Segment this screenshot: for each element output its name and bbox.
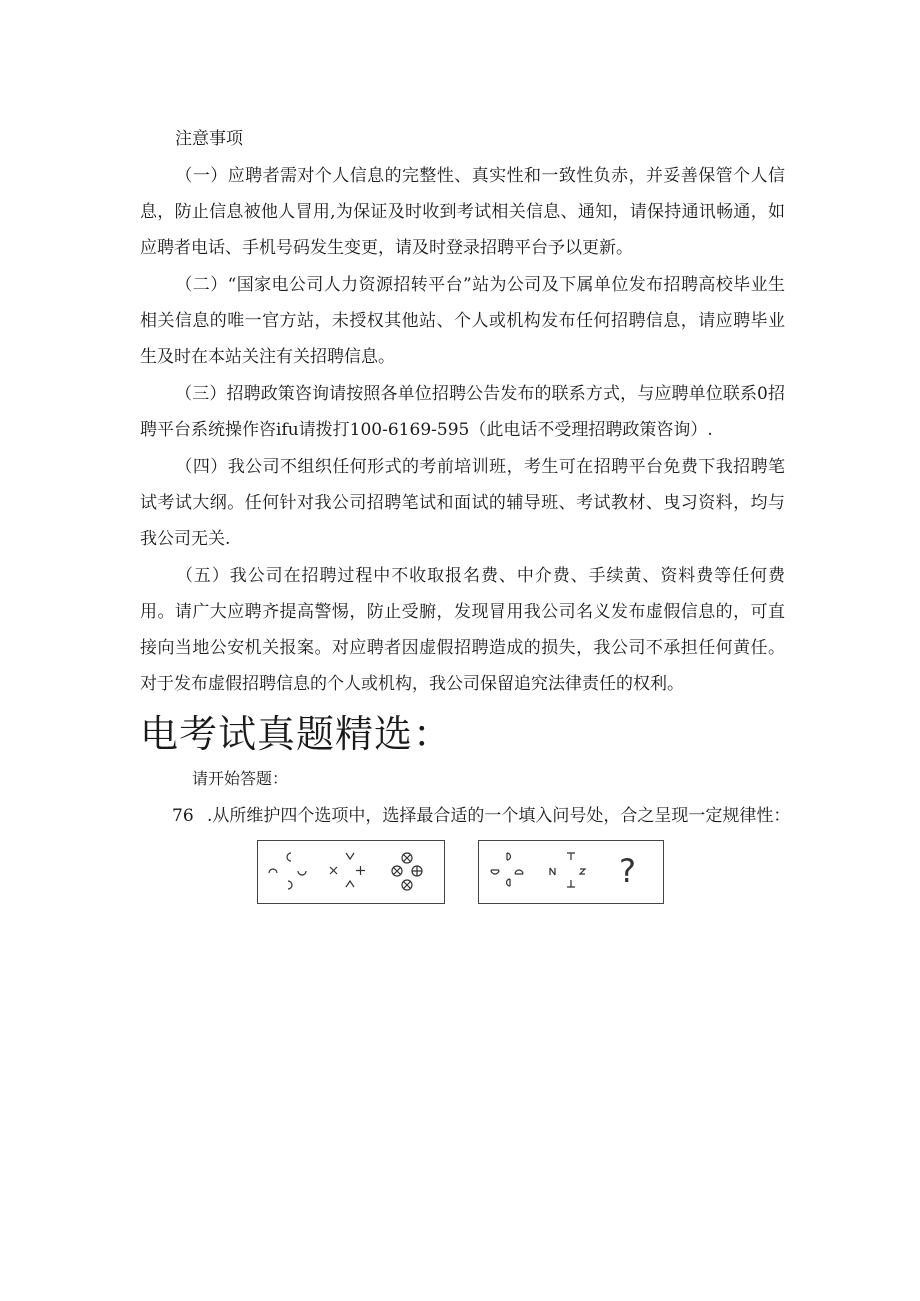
- notice-item-4: [140, 449, 785, 557]
- start-answer-label: 请开始答题：: [192, 769, 289, 788]
- notice-item-3-text: （三）招聘政策咨询请按照各单位招聘公告发布的联系方式，与应聘单位联系0招聘平台系统操作咨ifu请拨打100-6169-595（此电话不受理招聘政策咨询）.: [140, 384, 785, 440]
- notice-item-1-text: （一）应聘者需对个人信息的完整性、真实性和一致性负赤，并妥善保管个人信息，防止信息被他人冒用,为保证及时收到考试相关信息、通知，请保持通讯畅通，如应聘者电话、手机号码发生变更，请及时登录招聘平台予以更新。: [140, 166, 785, 258]
- notice-title: 注意事项: [175, 129, 243, 149]
- question-number: 76: [172, 806, 194, 826]
- question-figure-given: [257, 840, 445, 904]
- d-top-shape: [507, 853, 511, 860]
- inverted-t-bottom-shape: [567, 880, 575, 887]
- notice-item-1: [140, 158, 785, 266]
- half-circle-right-shape: [515, 870, 523, 874]
- question-figure-pattern: [478, 840, 664, 904]
- question-text: .从所维护四个选项中，选择最合适的一个填入问号处，合之呈现一定规律性：: [207, 806, 791, 826]
- plus-right-shape: [356, 866, 365, 875]
- caret-bottom-shape: [346, 881, 354, 887]
- notice-item-2-text: （二）“国家电公司人力资源招转平台”站为公司及下属单位发布招聘高校毕业生相关信息的唯一官方站，未授权其他站、个人或机构发布任何招聘信息，请应聘毕业生及时在本站关注有关招聘信息。: [140, 275, 785, 367]
- figure-sequence-shapes: [258, 841, 444, 903]
- notice-item-5-text: （五）我公司在招聘过程中不收取报名费、中介费、手续黄、资料费等任何费用。请广大应聘齐提高警惕，防止受腑，发现冒用我公司名义发布虚假信息的，可直接向当地公安机关报案。对应聘者因虚假招聘造成的损失，我公司不承担任何黄任。对于发布虚假招聘信息的个人或机构，我公司保留追究法律责任的权利。: [140, 566, 785, 694]
- unknown-mark: ?: [619, 852, 636, 890]
- x-left-shape: [330, 867, 337, 874]
- section-title: 电考试真题精选：: [140, 712, 453, 756]
- d-bottom-shape: [507, 879, 511, 886]
- arc-left-shape: [269, 869, 277, 873]
- t-top-shape: [567, 853, 575, 860]
- notice-item-2: [140, 267, 785, 375]
- notice-item-4-text: （四）我公司不组织任何形式的考前培训班，考生可在招聘平台免费下我招聘笔试考试大纲。任何针对我公司招聘笔试和面试的辅导班、考试教材、曳习资料，均与我公司无关.: [140, 457, 785, 549]
- notice-item-3: [140, 376, 785, 448]
- notice-item-5: [140, 558, 785, 702]
- arc-bottom-shape: [288, 881, 292, 889]
- n-left-shape: [550, 868, 555, 875]
- arc-right-shape: [298, 871, 306, 875]
- v-top-shape: [346, 853, 354, 859]
- arc-top-shape: [287, 853, 291, 861]
- half-circle-left-shape: [491, 870, 499, 874]
- z-right-shape: [580, 869, 585, 874]
